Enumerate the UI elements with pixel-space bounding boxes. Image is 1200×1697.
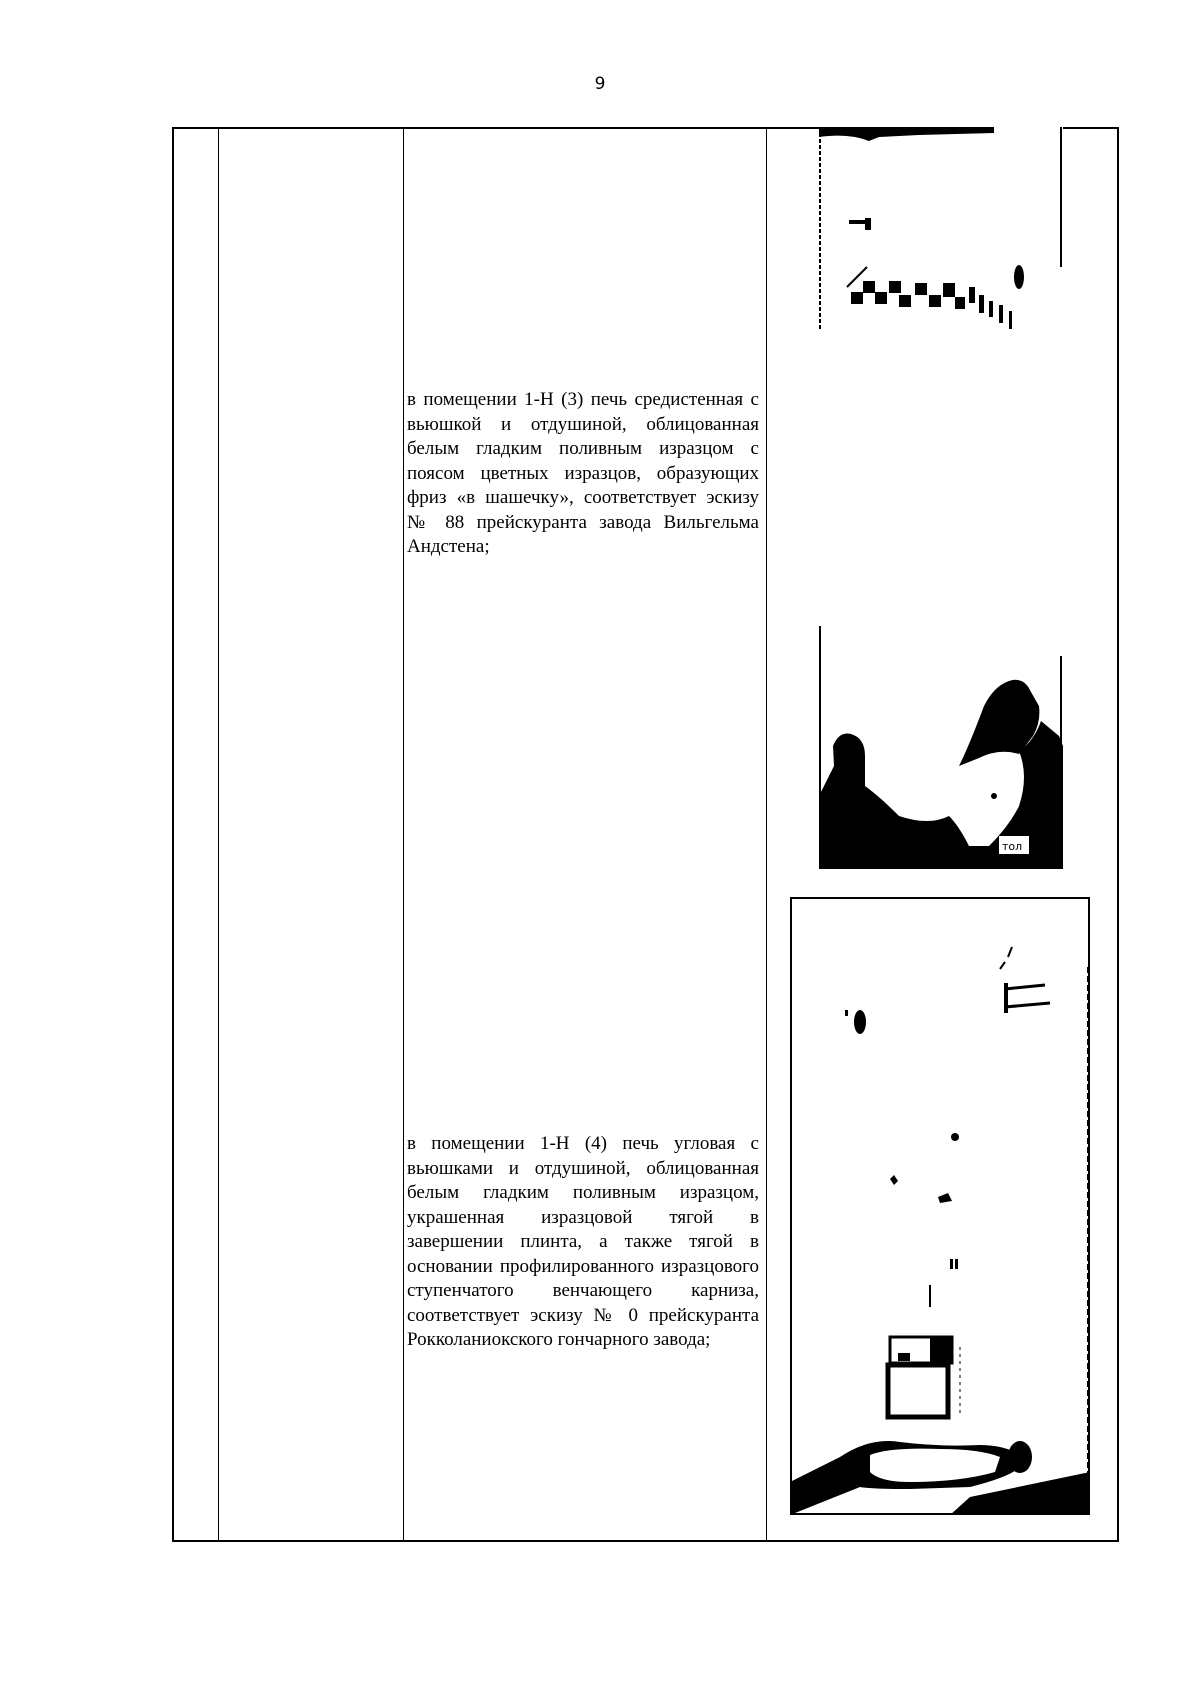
stove-detail-photo bbox=[819, 626, 1063, 869]
table-column-divider bbox=[766, 129, 767, 1540]
entry-text: в помещении 1-Н (4) печь угловая с вьюшками и отдушиной, облицованная белым гладким поливным изразцом, украшенная изразцовой тягой в завершении плинта, а также тягой в основании профилированного изразцового ступенчатого венчающего карниза, соответствует эскизу № 0 прейскуранта Рокколаниокского гончарного завода; bbox=[407, 1133, 759, 1350]
page-number: 9 bbox=[594, 74, 606, 94]
stove-with-checkered-frieze-photo bbox=[819, 127, 1063, 329]
stove-description-room-4 bbox=[407, 1132, 759, 1353]
table-column-divider bbox=[403, 129, 404, 1540]
corner-stove-photo bbox=[790, 897, 1090, 1515]
stove-description-room-3 bbox=[407, 388, 759, 560]
entry-text: в помещении 1-Н (3) печь средистенная с вьюшкой и отдушиной, облицованная белым гладким поливным изразцом с поясом цветных изразцов, образующих фриз «в шашечку», соответствует эскизу № 88 прейскуранта завода Вильгельма Андстена; bbox=[407, 389, 759, 557]
table-column-divider bbox=[218, 129, 219, 1540]
svg-text:тол: тол bbox=[1002, 840, 1023, 853]
